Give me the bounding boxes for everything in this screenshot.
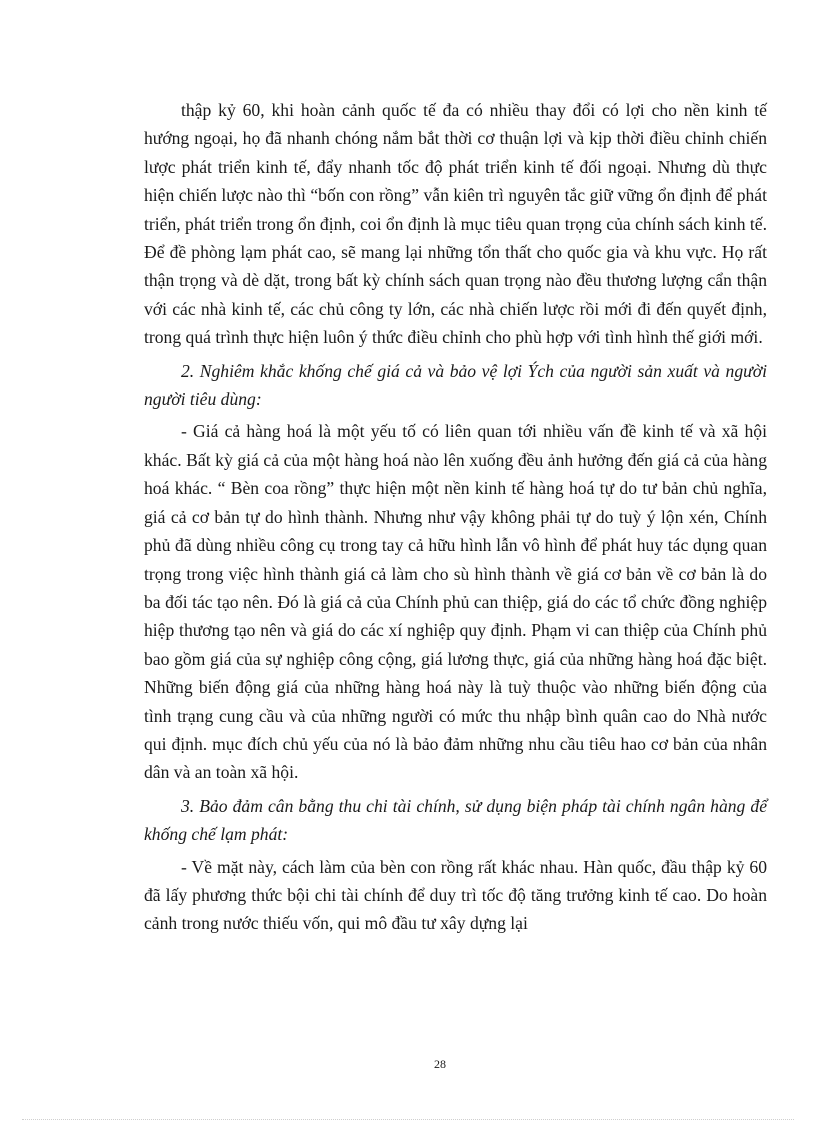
document-body [144,96,767,938]
paragraph-price-control: - Giá cả hàng hoá là một yếu tố có liên quan tới nhiều vấn đề kinh tế và xã hội khác. Bất kỳ giá cả của một hàng hoá nào lên xuống đều ảnh hưởng đến giá cả của hàng hoá khác. “ Bèn coa rồng” thực hiện một nền kinh tế hàng hoá tự do tư bản chủ nghĩa, giá cả cơ bản tự do hình thành. Nhưng như vậy không phải tự do tuỳ ý lộn xén, Chính phủ đã dùng nhiều công cụ trong tay cả hữu hình lẫn vô hình để phát huy tác dụng quan trọng trong việc hình thành giá cả làm cho sù hình thành về giá cơ bản về cơ bản là do ba đối tác tạo nên. Đó là giá cả của Chính phủ can thiệp, giá do các tổ chức đồng nghiệp hiệp thương tạo nên và giá do các xí nghiệp quy định. Phạm vi can thiệp của Chính phủ bao gồm giá của sự nghiệp công cộng, giá lương thực, giá của những hàng hoá đặc biệt. Những biến động giá của những hàng hoá này là tuỳ thuộc vào những biến động của tình trạng cung cầu và của những người có mức thu nhập bình quân cao do Nhà nước qui định. mục đích chủ yếu của nó là bảo đảm những nhu cầu tiêu hao cơ bản của nhân dân và an toàn xã hội. [144,421,767,783]
section-heading-2: 2. Nghiêm khắc khống chế giá cả và bảo vệ lợi Ých của người sản xuất và người người tiêu dùng: [144,360,767,410]
page-number: 28 [434,1057,446,1071]
section-heading-3: 3. Bảo đảm cân bằng thu chi tài chính, sử dụng biện pháp tài chính ngân hàng để khống chế lạm phát: [144,795,767,845]
paragraph-finance: - Về mặt này, cách làm của bèn con rồng rất khác nhau. Hàn quốc, đầu thập kỷ 60 đã lấy phương thức bội chi tài chính để duy trì tốc độ tăng trưởng kinh tế cao. Do hoàn cảnh trong nước thiếu vốn, qui mô đầu tư xây dựng lại [144,856,767,934]
page-bottom-divider [22,1119,794,1120]
paragraph-intro: thập kỷ 60, khi hoàn cảnh quốc tế đa có nhiều thay đổi có lợi cho nền kinh tế hướng ngoại, họ đã nhanh chóng nắm bắt thời cơ thuận lợi và kịp thời điều chỉnh chiến lược phát triển kinh tế, đẩy nhanh tốc độ phát triển kinh tế đối ngoại. Nhưng dù thực hiện chiến lược nào thì “bốn con rồng” vẫn kiên trì nguyên tắc giữ vững ổn định để phát triển, phát triển trong ổn định, coi ổn định là mục tiêu quan trọng của chính sách kinh tế. Để đề phòng lạm phát cao, sẽ mang lại những tổn thất cho quốc gia và khu vực. Họ rất thận trọng và dè dặt, trong bất kỳ chính sách quan trọng nào đều thương lượng cẩn thận với các nhà kinh tế, các chủ công ty lớn, các nhà chiến lược rồi mới đi đến quyết định, trong quá trình thực hiện luôn ý thức điều chỉnh cho phù hợp với tình hình thế giới mới. [144,100,767,348]
